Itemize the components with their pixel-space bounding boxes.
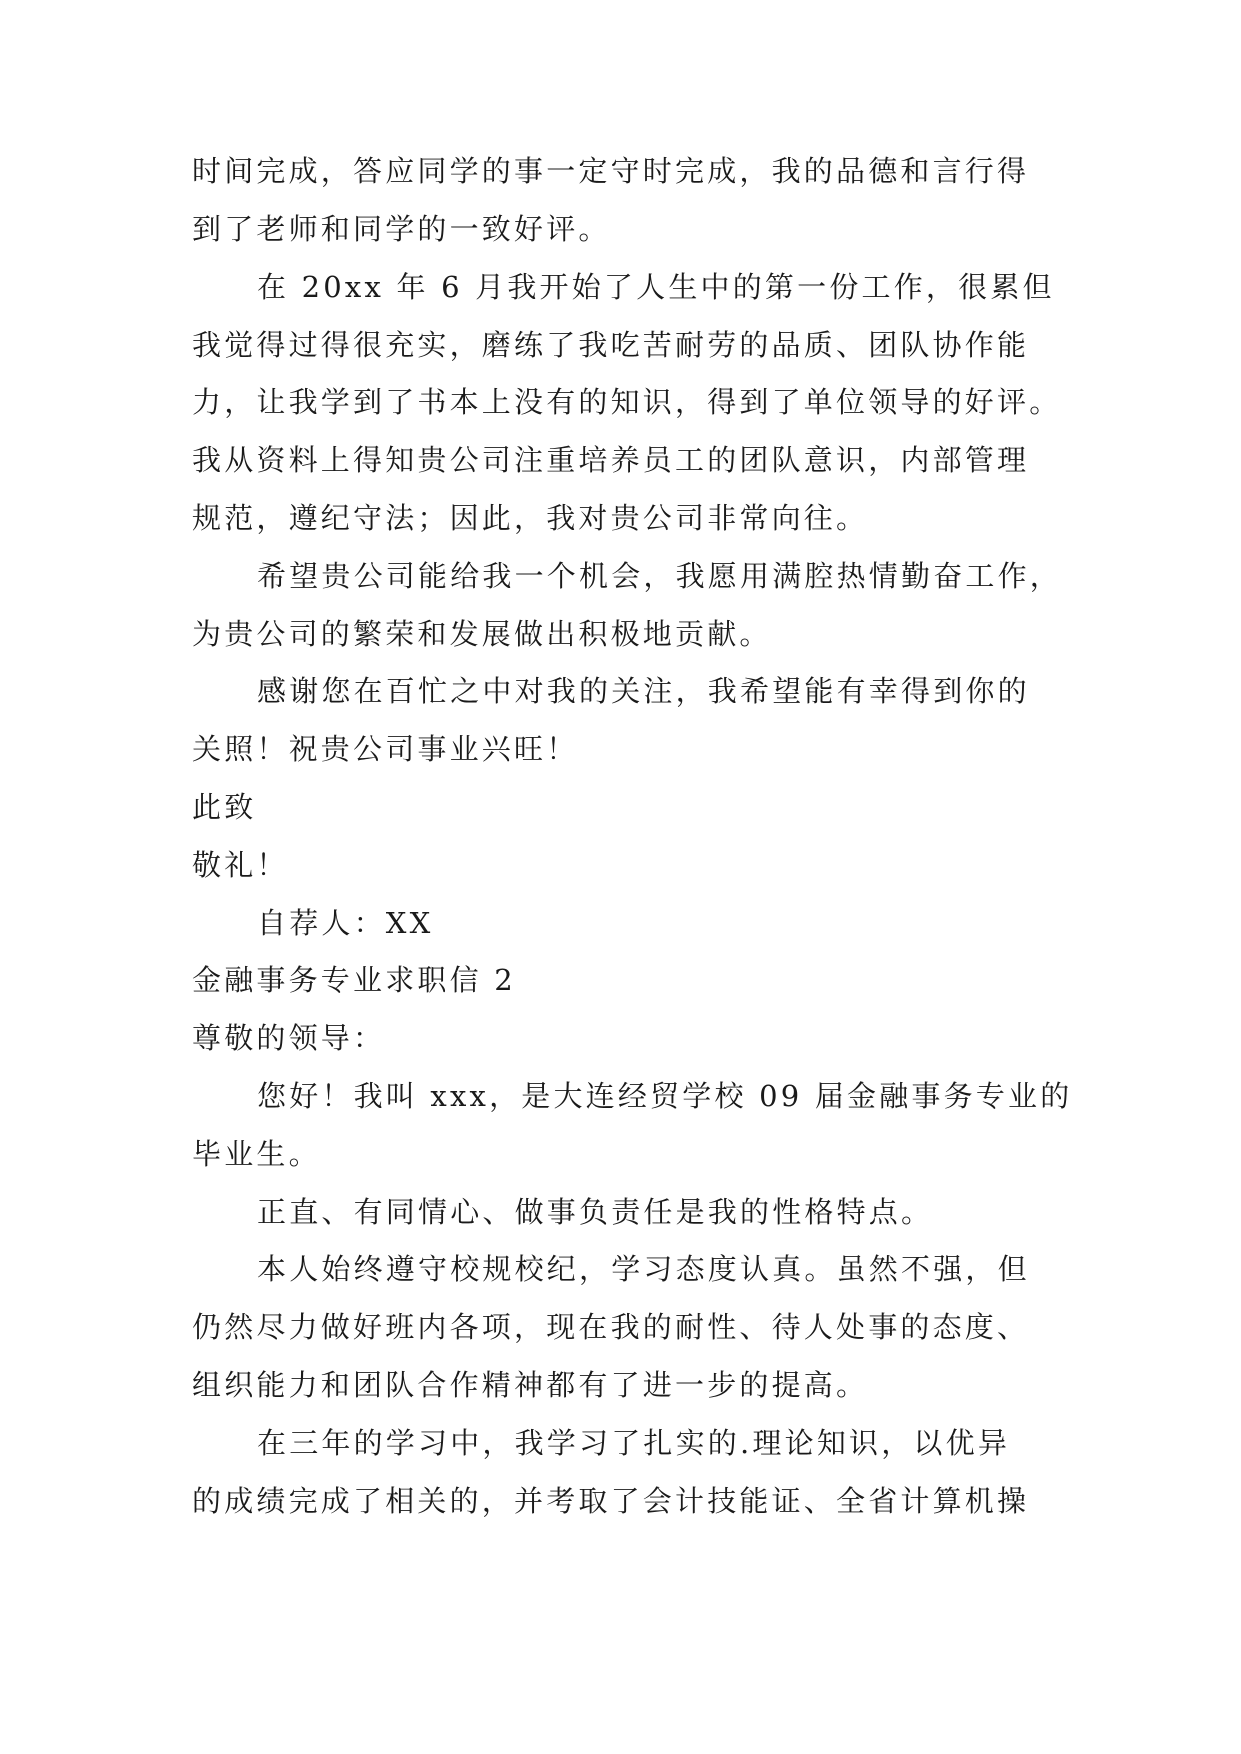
text-line: 力，让我学到了书本上没有的知识，得到了单位领导的好评。 bbox=[192, 385, 1062, 419]
paragraph-start: 在三年的学习中，我学习了扎实的.理论知识，以优异 bbox=[257, 1426, 1011, 1460]
section-title: 金融事务专业求职信 2 bbox=[192, 963, 516, 997]
paragraph-start: 您好！我叫 xxx，是大连经贸学校 09 届金融事务专业的 bbox=[257, 1079, 1073, 1113]
text-line: 我觉得过得很充实，磨练了我吃苦耐劳的品质、团队协作能 bbox=[192, 328, 1030, 362]
text-line: 时间完成，答应同学的事一定守时完成，我的品德和言行得 bbox=[192, 154, 1030, 188]
text-line: 到了老师和同学的一致好评。 bbox=[192, 212, 611, 246]
paragraph-start: 希望贵公司能给我一个机会，我愿用满腔热情勤奋工作， bbox=[257, 559, 1063, 593]
text-line: 组织能力和团队合作精神都有了进一步的提高。 bbox=[192, 1368, 869, 1402]
text-line: 规范，遵纪守法；因此，我对贵公司非常向往。 bbox=[192, 501, 869, 535]
closing-salutation: 此致 bbox=[192, 790, 257, 824]
text-line: 为贵公司的繁荣和发展做出积极地贡献。 bbox=[192, 617, 772, 651]
text-line: 关照！祝贵公司事业兴旺！ bbox=[192, 732, 579, 766]
paragraph-start: 正直、有同情心、做事负责任是我的性格特点。 bbox=[257, 1195, 934, 1229]
text-line: 毕业生。 bbox=[192, 1137, 321, 1171]
closing-regards: 敬礼！ bbox=[192, 848, 289, 882]
greeting: 尊敬的领导： bbox=[192, 1021, 386, 1055]
paragraph-start: 本人始终遵守校规校纪，学习态度认真。虽然不强，但 bbox=[257, 1252, 1030, 1286]
paragraph-start: 感谢您在百忙之中对我的关注，我希望能有幸得到你的 bbox=[257, 674, 1030, 708]
text-line: 仍然尽力做好班内各项，现在我的耐性、待人处事的态度、 bbox=[192, 1310, 1030, 1344]
paragraph-start: 在 20xx 年 6 月我开始了人生中的第一份工作，很累但 bbox=[257, 270, 1055, 304]
text-line: 我从资料上得知贵公司注重培养员工的团队意识，内部管理 bbox=[192, 443, 1030, 477]
text-line: 的成绩完成了相关的，并考取了会计技能证、全省计算机操 bbox=[192, 1484, 1030, 1518]
signature-line: 自荐人：XX bbox=[257, 906, 434, 940]
